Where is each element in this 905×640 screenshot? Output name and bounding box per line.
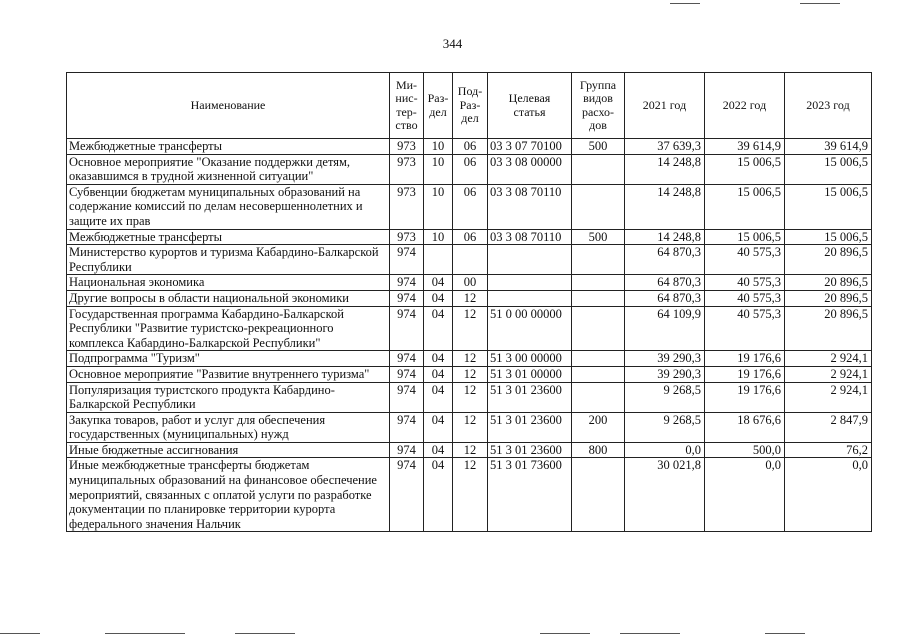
- cell-subsection: 12: [453, 412, 488, 442]
- cell-2023: 2 924,1: [785, 382, 872, 412]
- cell-target: [488, 245, 572, 275]
- cell-2021: 9 268,5: [625, 412, 705, 442]
- cell-2023: 15 006,5: [785, 154, 872, 184]
- cell-subsection: 12: [453, 306, 488, 351]
- cell-2021: 37 639,3: [625, 139, 705, 155]
- cell-name: Государственная программа Кабардино-Балкарской Республики "Развитие туристско-рекреационного комплекса Кабардино-Балкарской Республики": [67, 306, 390, 351]
- cell-ministry: 974: [390, 442, 424, 458]
- header-ministry: Ми- нис- тер- ство: [390, 73, 424, 139]
- scan-mark: [540, 633, 590, 634]
- cell-target: 51 3 01 23600: [488, 382, 572, 412]
- cell-2023: 15 006,5: [785, 229, 872, 245]
- cell-group: [572, 184, 625, 229]
- table-body: [67, 139, 872, 532]
- cell-2022: 39 614,9: [705, 139, 785, 155]
- cell-2023: 20 896,5: [785, 275, 872, 291]
- cell-2021: 30 021,8: [625, 458, 705, 532]
- cell-section: 04: [424, 351, 453, 367]
- cell-name: Другие вопросы в области национальной экономики: [67, 290, 390, 306]
- scan-mark: [800, 3, 840, 4]
- cell-section: 04: [424, 412, 453, 442]
- cell-name: Межбюджетные трансферты: [67, 229, 390, 245]
- cell-section: 04: [424, 290, 453, 306]
- cell-name: Закупка товаров, работ и услуг для обеспечения государственных (муниципальных) нужд: [67, 412, 390, 442]
- budget-table: [66, 72, 872, 532]
- cell-section: 10: [424, 154, 453, 184]
- cell-target: 51 0 00 00000: [488, 306, 572, 351]
- cell-target: 03 3 07 70100: [488, 139, 572, 155]
- cell-target: 51 3 01 00000: [488, 366, 572, 382]
- cell-2023: 15 006,5: [785, 184, 872, 229]
- cell-2022: 40 575,3: [705, 306, 785, 351]
- cell-2023: 2 924,1: [785, 366, 872, 382]
- cell-target: 51 3 01 23600: [488, 442, 572, 458]
- cell-2023: 20 896,5: [785, 245, 872, 275]
- table-row: [67, 458, 872, 532]
- cell-ministry: 974: [390, 290, 424, 306]
- cell-group: [572, 458, 625, 532]
- cell-2021: 0,0: [625, 442, 705, 458]
- cell-target: 51 3 01 73600: [488, 458, 572, 532]
- table-row: [67, 275, 872, 291]
- cell-subsection: 06: [453, 154, 488, 184]
- cell-section: 04: [424, 442, 453, 458]
- cell-2021: 64 870,3: [625, 275, 705, 291]
- page-number: 344: [442, 36, 463, 51]
- scan-mark: [235, 633, 295, 634]
- cell-subsection: [453, 245, 488, 275]
- table-row: [67, 442, 872, 458]
- cell-name: Подпрограмма "Туризм": [67, 351, 390, 367]
- cell-2021: 14 248,8: [625, 154, 705, 184]
- cell-2021: 14 248,8: [625, 229, 705, 245]
- cell-section: 10: [424, 184, 453, 229]
- cell-ministry: 974: [390, 412, 424, 442]
- cell-2023: 76,2: [785, 442, 872, 458]
- scan-mark: [105, 633, 185, 634]
- cell-2022: 15 006,5: [705, 184, 785, 229]
- cell-2023: 2 847,9: [785, 412, 872, 442]
- cell-subsection: 12: [453, 382, 488, 412]
- cell-group: [572, 290, 625, 306]
- cell-2023: 0,0: [785, 458, 872, 532]
- header-name: Наименование: [67, 73, 390, 139]
- cell-subsection: 06: [453, 184, 488, 229]
- table-row: [67, 306, 872, 351]
- cell-name: Основное мероприятие "Развитие внутреннего туризма": [67, 366, 390, 382]
- table-row: [67, 139, 872, 155]
- cell-2022: 40 575,3: [705, 275, 785, 291]
- table-row: [67, 245, 872, 275]
- cell-ministry: 973: [390, 154, 424, 184]
- cell-group: [572, 382, 625, 412]
- cell-group: [572, 245, 625, 275]
- cell-target: 51 3 01 23600: [488, 412, 572, 442]
- cell-2022: 19 176,6: [705, 366, 785, 382]
- cell-name: Министерство курортов и туризма Кабардино-Балкарской Республики: [67, 245, 390, 275]
- cell-ministry: 974: [390, 366, 424, 382]
- cell-name: Национальная экономика: [67, 275, 390, 291]
- cell-section: 04: [424, 306, 453, 351]
- cell-ministry: 973: [390, 184, 424, 229]
- cell-ministry: 973: [390, 139, 424, 155]
- cell-2022: 19 176,6: [705, 351, 785, 367]
- cell-target: [488, 290, 572, 306]
- header-section: Раз- дел: [424, 73, 453, 139]
- cell-2021: 39 290,3: [625, 366, 705, 382]
- table-row: [67, 184, 872, 229]
- header-2021: 2021 год: [625, 73, 705, 139]
- cell-ministry: 974: [390, 275, 424, 291]
- cell-group: [572, 275, 625, 291]
- scan-mark: [0, 633, 40, 634]
- cell-2021: 64 870,3: [625, 245, 705, 275]
- scan-mark: [765, 633, 805, 634]
- cell-ministry: 973: [390, 229, 424, 245]
- table-row: [67, 366, 872, 382]
- header-2022: 2022 год: [705, 73, 785, 139]
- cell-2021: 39 290,3: [625, 351, 705, 367]
- table-row: [67, 154, 872, 184]
- cell-2023: 39 614,9: [785, 139, 872, 155]
- cell-subsection: 12: [453, 290, 488, 306]
- cell-ministry: 974: [390, 351, 424, 367]
- cell-2021: 64 109,9: [625, 306, 705, 351]
- cell-target: 51 3 00 00000: [488, 351, 572, 367]
- cell-section: 04: [424, 275, 453, 291]
- cell-group: [572, 154, 625, 184]
- cell-subsection: 12: [453, 442, 488, 458]
- cell-name: Межбюджетные трансферты: [67, 139, 390, 155]
- table-row: [67, 382, 872, 412]
- cell-2023: 20 896,5: [785, 290, 872, 306]
- cell-2022: 500,0: [705, 442, 785, 458]
- cell-2023: 20 896,5: [785, 306, 872, 351]
- cell-subsection: 12: [453, 366, 488, 382]
- cell-2021: 9 268,5: [625, 382, 705, 412]
- cell-target: 03 3 08 70110: [488, 229, 572, 245]
- cell-subsection: 00: [453, 275, 488, 291]
- header-group: Группа видов расхо- дов: [572, 73, 625, 139]
- table-row: [67, 229, 872, 245]
- cell-2021: 64 870,3: [625, 290, 705, 306]
- header-target: Целевая статья: [488, 73, 572, 139]
- cell-ministry: 974: [390, 382, 424, 412]
- cell-2022: 40 575,3: [705, 245, 785, 275]
- cell-target: [488, 275, 572, 291]
- header-subsection: Под- Раз- дел: [453, 73, 488, 139]
- cell-group: 200: [572, 412, 625, 442]
- scan-mark: [670, 3, 700, 4]
- cell-name: Иные межбюджетные трансферты бюджетам муниципальных образований на финансовое обеспечение мероприятий, связанных с оплатой услуги по разработке документации по планировке территории курорта федерального значения Нальчик: [67, 458, 390, 532]
- cell-group: 800: [572, 442, 625, 458]
- cell-2022: 40 575,3: [705, 290, 785, 306]
- cell-section: [424, 245, 453, 275]
- cell-2022: 15 006,5: [705, 154, 785, 184]
- table-row: [67, 351, 872, 367]
- cell-ministry: 974: [390, 458, 424, 532]
- cell-subsection: 12: [453, 351, 488, 367]
- cell-group: [572, 366, 625, 382]
- cell-2022: 19 176,6: [705, 382, 785, 412]
- cell-name: Основное мероприятие "Оказание поддержки детям, оказавшимся в трудной жизненной ситуации": [67, 154, 390, 184]
- cell-subsection: 06: [453, 139, 488, 155]
- cell-group: 500: [572, 139, 625, 155]
- cell-target: 03 3 08 00000: [488, 154, 572, 184]
- cell-name: Популяризация туристского продукта Кабардино-Балкарской Республики: [67, 382, 390, 412]
- cell-target: 03 3 08 70110: [488, 184, 572, 229]
- cell-2023: 2 924,1: [785, 351, 872, 367]
- cell-section: 10: [424, 229, 453, 245]
- cell-ministry: 974: [390, 306, 424, 351]
- cell-section: 04: [424, 366, 453, 382]
- cell-name: Субвенции бюджетам муниципальных образований на содержание комиссий по делам несовершеннолетних и защите их прав: [67, 184, 390, 229]
- cell-2022: 15 006,5: [705, 229, 785, 245]
- cell-group: [572, 351, 625, 367]
- cell-section: 04: [424, 382, 453, 412]
- cell-section: 10: [424, 139, 453, 155]
- cell-name: Иные бюджетные ассигнования: [67, 442, 390, 458]
- cell-ministry: 974: [390, 245, 424, 275]
- cell-2021: 14 248,8: [625, 184, 705, 229]
- cell-subsection: 12: [453, 458, 488, 532]
- cell-section: 04: [424, 458, 453, 532]
- cell-2022: 0,0: [705, 458, 785, 532]
- table-row: [67, 412, 872, 442]
- scan-mark: [620, 633, 680, 634]
- header-2023: 2023 год: [785, 73, 872, 139]
- cell-group: 500: [572, 229, 625, 245]
- table-row: [67, 290, 872, 306]
- cell-subsection: 06: [453, 229, 488, 245]
- cell-2022: 18 676,6: [705, 412, 785, 442]
- table-header-row: [67, 73, 872, 139]
- cell-group: [572, 306, 625, 351]
